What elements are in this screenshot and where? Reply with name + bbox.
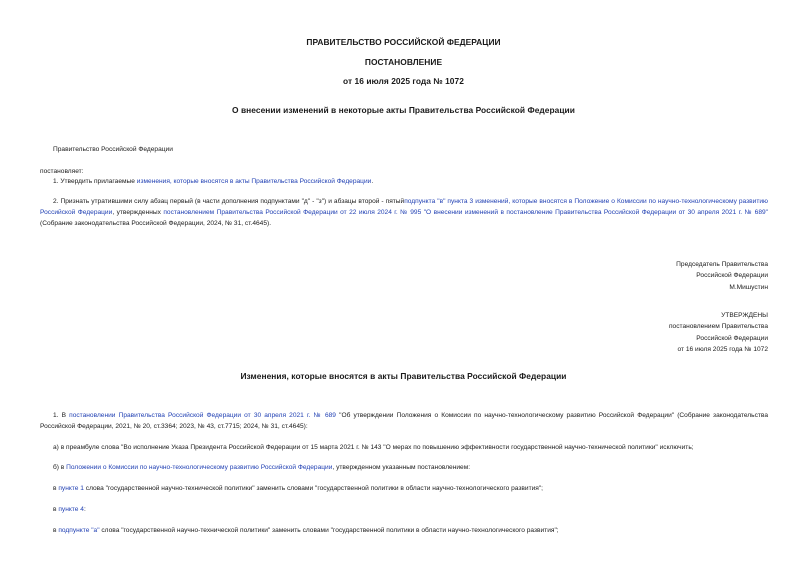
point-2-middle: , утвержденных (112, 209, 164, 216)
point-2-prefix: 2. Признать утратившими силу абзац первый (в части дополнения подпунктами "д" - "з") и абзацы второй - пятый (53, 198, 405, 205)
point-2-suffix: (Собрание законодательства Российской Федерации, 2024, № 31, ст.4645). (40, 220, 272, 227)
point-1-prefix: 1. Утвердить прилагаемые (53, 178, 137, 185)
doc-title: О внесении изменений в некоторые акты Правительства Российской Федерации (232, 105, 575, 115)
change-b-suffix: , утвержденном указанным постановлением: (332, 464, 471, 471)
issuer-text: Правительство Российской Федерации (53, 146, 173, 153)
change-point-4-suffix: : (83, 506, 86, 513)
decrees-text: постановляет: (40, 168, 84, 175)
approval-block (568, 310, 768, 355)
changes-title: Изменения, которые вносятся в акты Правительства Российской Федерации (240, 371, 567, 381)
signature-block (568, 259, 768, 293)
change-subpoint-a-suffix: слова "государственной научно-технической политики" заменить словами "государственной политики в области научно-технологического развития"; (99, 527, 559, 534)
change-subpoint-a (53, 525, 768, 536)
change-point-4-prefix: в (53, 506, 59, 513)
doc-date-number: от 16 июля 2025 года № 1072 (343, 76, 464, 86)
change-point-1 (53, 483, 768, 494)
approval-line-3: Российской Федерации (696, 334, 768, 342)
doc-type-heading: ПОСТАНОВЛЕНИЕ (364, 57, 443, 67)
point-4-link[interactable]: пункте 4 (58, 506, 84, 513)
point-1 (53, 176, 768, 187)
regulation-link[interactable]: Положении о Комиссии по научно-технологическому развитию Российской Федерации (66, 464, 333, 471)
change-b-prefix: б) в (53, 464, 67, 471)
change-1-prefix: 1. В (53, 412, 70, 419)
change-1 (40, 410, 768, 432)
subpoint-v-link[interactable]: подпункта "в" пункта 3 изменений, которые вносятся в Положение о Комиссии по научно-технологическому развитию Российской Федерации (40, 198, 769, 216)
signature-name: М.Мишустин (729, 283, 768, 291)
approval-line-1: УТВЕРЖДЕНЫ (721, 312, 768, 319)
change-1-suffix: "Об утверждении Положения о Комиссии по научно-технологическому развитию Российской Федерации" (Собрание законодательства Российской Федерации, 2021, № 20, ст.3364; 2023, № 43, ст.7715; 2024, № 31, ст.4645): (40, 412, 768, 430)
approval-line-2: постановлением Правительства (668, 323, 768, 331)
signature-position: Председатель Правительства (676, 261, 768, 268)
subpoint-a-link[interactable]: подпункте "а" (58, 527, 100, 534)
change-a: а) в преамбуле слова "Во исполнение Указа Президента Российской Федерации от 15 марта 2021 г. № 143 "О мерах по повышению эффективности государственной научно-технической политики" исключить; (53, 444, 694, 451)
decree-995-link[interactable]: постановлением Правительства Российской Федерации от 22 июля 2024 г. № 995 "О внесении изменений в постановление Правительства Российской Федерации от 30 апреля 2021 г. № 689" (163, 209, 769, 216)
signature-position-2: Российской Федерации (696, 272, 768, 280)
change-point-4 (53, 504, 768, 515)
point-2 (40, 196, 768, 229)
change-subpoint-a-prefix: в (53, 527, 59, 534)
point-1-suffix: . (371, 178, 374, 185)
approval-line-4: от 16 июля 2025 года № 1072 (677, 345, 768, 353)
changes-link[interactable]: изменения, которые вносятся в акты Правительства Российской Федерации (136, 178, 372, 185)
point-1-link[interactable]: пункте 1 (58, 485, 84, 492)
government-heading: ПРАВИТЕЛЬСТВО РОССИЙСКОЙ ФЕДЕРАЦИИ (306, 37, 501, 47)
change-point-1-prefix: в (53, 485, 59, 492)
change-b (53, 462, 768, 473)
change-point-1-suffix: слова "государственной научно-технической политики" заменить словами "государственной политики в области научно-технологического развития"; (83, 485, 544, 492)
decree-689-link[interactable]: постановлении Правительства Российской Федерации от 30 апреля 2021 г. № 689 (69, 412, 336, 419)
